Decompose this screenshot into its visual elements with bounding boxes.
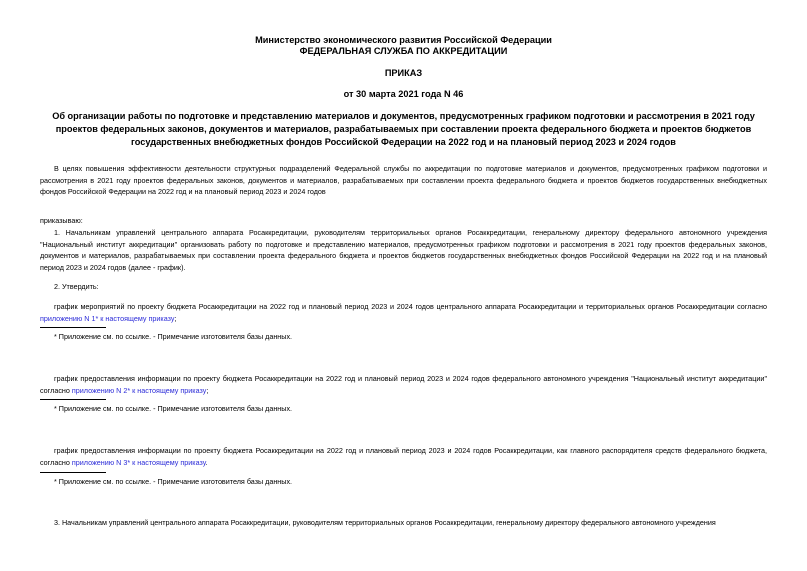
item-3-paragraph: 3. Начальникам управлений центрального аппарата Росаккредитации, руководителям территориальных органов Росаккредитации, генеральному директору федерального автономного учреждения [54, 518, 716, 527]
document-title: Об организации работы по подготовке и представлению материалов и документов, предусмотренных графиком подготовки и рассмотрения в 2021 году проектов федеральных законов, документов и материалов, разрабатываемых при составлении проекта федерального бюджета и проектов бюджетов государственных внебюджетных фондов Российской Федерации на 2022 год и на плановый период 2023 и 2024 годов [52, 111, 755, 147]
footnote-1: * Приложение см. по ссылке. - Примечание изготовителя базы данных. [54, 332, 293, 341]
sub-item-2-tail: ; [206, 385, 209, 395]
footnote-3: * Приложение см. по ссылке. - Примечание изготовителя базы данных. [54, 477, 293, 486]
appendix-1-link[interactable]: приложению N 1* к настоящему приказу [40, 313, 175, 323]
footnote-divider [40, 472, 106, 473]
footnote-divider [40, 327, 106, 328]
service-name: ФЕДЕРАЛЬНАЯ СЛУЖБА ПО АККРЕДИТАЦИИ [299, 46, 508, 56]
sub-item-1-tail: ; [174, 313, 177, 323]
appendix-3-link[interactable]: приложению N 3* к настоящему приказу [71, 457, 206, 467]
sub-item-1-paragraph [40, 301, 767, 324]
document-date-number: от 30 марта 2021 года N 46 [343, 89, 464, 99]
appendix-2-link[interactable]: приложению N 2* к настоящему приказу [71, 385, 207, 395]
sub-item-2-text: график предоставления информации по проекту бюджета Росаккредитации на 2022 год и плановый период 2023 и 2024 годов федерального автономного учреждения "Национальный институт аккредитации" согласно [40, 374, 767, 395]
sub-item-3-tail: . [205, 457, 208, 467]
footnote-divider [40, 399, 106, 400]
order-word: приказываю: [40, 216, 83, 225]
footnote-2: * Приложение см. по ссылке. - Примечание изготовителя базы данных. [54, 404, 293, 413]
intro-paragraph: В целях повышения эффективности деятельности структурных подразделений Федеральной службы по аккредитации по подготовке материалов и документов, предусмотренных графиком подготовки и рассмотрения в 2021 году проектов федеральных законов, документов и материалов, разрабатываемых при составлении проекта федерального бюджета и проектов бюджетов государственных внебюджетных фондов Российской Федерации на 2022 год и на плановый период 2023 и 2024 годов [40, 164, 767, 196]
ministry-name: Министерство экономического развития Российской Федерации [255, 35, 552, 45]
sub-item-3-text: график предоставления информации по проекту бюджета Росаккредитации на 2022 год и плановый период 2023 и 2024 годов Росаккредитации, как главного распорядителя средств федерального бюджета, согласно [40, 446, 767, 467]
sub-item-3-paragraph [40, 445, 767, 468]
sub-item-1-text: график мероприятий по проекту бюджета Росаккредитации на 2022 год и плановый период 2023 и 2024 годов центрального аппарата Росаккредитации и территориальных органов Росаккредитации согласно [54, 302, 767, 311]
item-1-paragraph: 1. Начальникам управлений центрального аппарата Росаккредитации, руководителям территориальных органов Росаккредитации, генеральному директору федерального автономного учреждения "Национальный институт аккредитации" организовать работу по подготовке и представлению материалов, предусмотренных графиком подготовки и рассмотрения в 2021 году проектов федеральных законов, документов и материалов, разрабатываемых при составлении проекта федерального бюджета и проектов бюджетов государственных внебюджетных фондов Российской Федерации на 2022 год и на плановый период 2023 и 2024 годов (далее - график). [40, 228, 767, 272]
item-2-paragraph: 2. Утвердить: [54, 282, 99, 291]
document-type: ПРИКАЗ [384, 68, 423, 78]
sub-item-2-paragraph [40, 373, 767, 396]
